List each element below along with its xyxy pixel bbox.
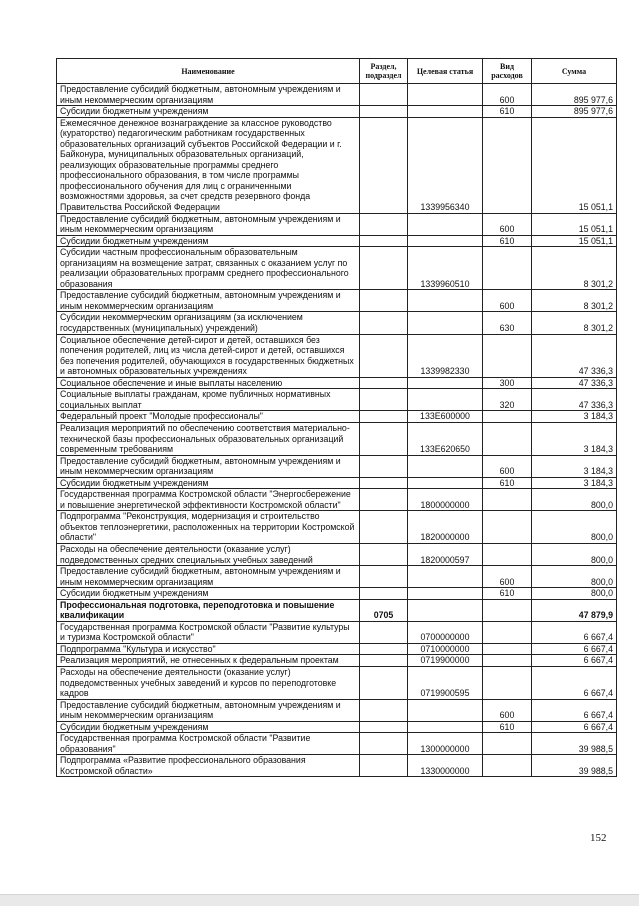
row-section-cell	[360, 235, 408, 247]
table-row	[57, 106, 617, 118]
table-row	[57, 588, 617, 600]
row-amount-cell: 6 667,4	[532, 643, 617, 655]
budget-table	[56, 58, 617, 777]
row-name-cell: Социальное обеспечение детей-сирот и детей, оставшихся без попечения родителей, лиц из числа детей-сирот и детей, оставшихся без попечения родителей, обучающихся в государственных бюджетных и автономных образовательных учреждениях	[57, 334, 360, 377]
table-row	[57, 411, 617, 423]
row-expense-type-cell	[483, 755, 532, 777]
row-expense-type-cell: 610	[483, 477, 532, 489]
row-expense-type-cell: 600	[483, 290, 532, 312]
table-row	[57, 721, 617, 733]
row-section-cell	[360, 106, 408, 118]
row-name-cell: Государственная программа Костромской области "Развитие культуры и туризма Костромской области"	[57, 621, 360, 643]
row-name-cell: Предоставление субсидий бюджетным, автономным учреждениям и иным некоммерческим организациям	[57, 455, 360, 477]
row-name-cell: Подпрограмма "Реконструкция, модернизация и строительство объектов теплоэнергетики, расположенных на территории Костромской области"	[57, 511, 360, 544]
row-target-cell: 0700000000	[408, 621, 483, 643]
row-target-cell: 1300000000	[408, 733, 483, 755]
row-target-cell	[408, 312, 483, 334]
row-name-cell: Федеральный проект "Молодые профессионалы"	[57, 411, 360, 423]
row-target-cell: 1339982330	[408, 334, 483, 377]
row-amount-cell: 39 988,5	[532, 733, 617, 755]
row-name-cell: Предоставление субсидий бюджетным, автономным учреждениям и иным некоммерческим организациям	[57, 213, 360, 235]
row-amount-cell: 47 879,9	[532, 599, 617, 621]
row-amount-cell: 800,0	[532, 588, 617, 600]
header-name: Наименование	[57, 59, 360, 84]
row-target-cell: 1820000597	[408, 543, 483, 565]
table-row	[57, 511, 617, 544]
row-amount-cell: 6 667,4	[532, 621, 617, 643]
row-target-cell	[408, 721, 483, 733]
row-section-cell	[360, 247, 408, 290]
table-row	[57, 422, 617, 455]
row-amount-cell: 3 184,3	[532, 411, 617, 423]
row-amount-cell: 6 667,4	[532, 721, 617, 733]
row-expense-type-cell	[483, 334, 532, 377]
table-header	[57, 59, 617, 84]
table-row	[57, 312, 617, 334]
row-name-cell: Субсидии частным профессиональным образовательным организациям на возмещение затрат, связанных с оказанием услуг по реализации образовательных программ среднего профессионального образования	[57, 247, 360, 290]
row-amount-cell: 6 667,4	[532, 655, 617, 667]
row-amount-cell: 15 051,1	[532, 117, 617, 213]
table-row	[57, 477, 617, 489]
row-expense-type-cell: 600	[483, 213, 532, 235]
row-amount-cell: 8 301,2	[532, 247, 617, 290]
row-target-cell: 133Е600000	[408, 411, 483, 423]
row-name-cell: Реализация мероприятий по обеспечению соответствия материально-технической базы профессиональных образовательных организаций современным требованиям	[57, 422, 360, 455]
row-amount-cell: 47 336,3	[532, 334, 617, 377]
row-amount-cell: 15 051,1	[532, 235, 617, 247]
row-amount-cell: 47 336,3	[532, 389, 617, 411]
table-row	[57, 755, 617, 777]
row-name-cell: Государственная программа Костромской области "Энергосбережение и повышение энергетической эффективности Костромской области"	[57, 489, 360, 511]
row-amount-cell: 6 667,4	[532, 666, 617, 699]
row-section-cell	[360, 655, 408, 667]
row-expense-type-cell: 600	[483, 84, 532, 106]
row-section-cell	[360, 721, 408, 733]
table-row	[57, 389, 617, 411]
row-target-cell	[408, 377, 483, 389]
row-name-cell: Предоставление субсидий бюджетным, автономным учреждениям и иным некоммерческим организациям	[57, 566, 360, 588]
row-amount-cell: 8 301,2	[532, 290, 617, 312]
row-amount-cell: 895 977,6	[532, 84, 617, 106]
row-name-cell: Государственная программа Костромской области "Развитие образования"	[57, 733, 360, 755]
row-target-cell	[408, 566, 483, 588]
row-section-cell	[360, 699, 408, 721]
table-row	[57, 699, 617, 721]
row-name-cell: Подпрограмма «Развитие профессионального образования Костромской области»	[57, 755, 360, 777]
row-expense-type-cell: 610	[483, 588, 532, 600]
row-section-cell	[360, 117, 408, 213]
row-name-cell: Расходы на обеспечение деятельности (оказание услуг) подведомственных учебных заведений и курсов по переподготовке кадров	[57, 666, 360, 699]
row-expense-type-cell: 610	[483, 106, 532, 118]
table-row	[57, 666, 617, 699]
row-amount-cell: 47 336,3	[532, 377, 617, 389]
table-row	[57, 566, 617, 588]
row-target-cell: 133Е620650	[408, 422, 483, 455]
row-section-cell	[360, 477, 408, 489]
row-section-cell	[360, 588, 408, 600]
row-amount-cell: 800,0	[532, 511, 617, 544]
row-expense-type-cell: 610	[483, 721, 532, 733]
budget-table-wrapper	[56, 58, 616, 777]
row-expense-type-cell	[483, 489, 532, 511]
row-target-cell: 1339960510	[408, 247, 483, 290]
table-row	[57, 455, 617, 477]
row-section-cell	[360, 213, 408, 235]
row-target-cell	[408, 699, 483, 721]
row-name-cell: Предоставление субсидий бюджетным, автономным учреждениям и иным некоммерческим организациям	[57, 290, 360, 312]
row-expense-type-cell: 610	[483, 235, 532, 247]
row-name-cell: Ежемесячное денежное вознаграждение за классное руководство (кураторство) педагогическим работникам государственных образовательных организаций субъектов Российской Федерации и г. Байконура, муниципальных образовательных организаций, реализующих образовательные программы среднего профессионального образования, в том числе программы профессионального обучения для лиц с ограниченными возможностями здоровья, за счет средств резервного фонда Правительства Российской Федерации	[57, 117, 360, 213]
row-expense-type-cell: 600	[483, 699, 532, 721]
row-target-cell: 1339956340	[408, 117, 483, 213]
row-expense-type-cell	[483, 599, 532, 621]
table-row	[57, 117, 617, 213]
table-row	[57, 235, 617, 247]
row-name-cell: Реализация мероприятий, не отнесенных к федеральным проектам	[57, 655, 360, 667]
table-row	[57, 377, 617, 389]
row-target-cell: 0719900595	[408, 666, 483, 699]
row-target-cell	[408, 290, 483, 312]
row-amount-cell: 3 184,3	[532, 422, 617, 455]
header-row	[57, 59, 617, 84]
table-row	[57, 290, 617, 312]
row-amount-cell: 3 184,3	[532, 455, 617, 477]
row-name-cell: Подпрограмма "Культура и искусство"	[57, 643, 360, 655]
row-section-cell	[360, 643, 408, 655]
row-amount-cell: 800,0	[532, 489, 617, 511]
row-expense-type-cell	[483, 543, 532, 565]
row-expense-type-cell: 600	[483, 566, 532, 588]
row-expense-type-cell: 320	[483, 389, 532, 411]
row-amount-cell: 800,0	[532, 543, 617, 565]
row-expense-type-cell	[483, 666, 532, 699]
row-expense-type-cell: 600	[483, 455, 532, 477]
row-section-cell	[360, 84, 408, 106]
row-expense-type-cell	[483, 733, 532, 755]
header-target: Целевая статья	[408, 59, 483, 84]
row-target-cell: 1800000000	[408, 489, 483, 511]
table-row	[57, 247, 617, 290]
row-target-cell	[408, 389, 483, 411]
row-target-cell	[408, 213, 483, 235]
row-target-cell	[408, 106, 483, 118]
table-row	[57, 733, 617, 755]
row-amount-cell: 6 667,4	[532, 699, 617, 721]
row-amount-cell: 15 051,1	[532, 213, 617, 235]
row-target-cell: 0710000000	[408, 643, 483, 655]
page-number: 152	[590, 832, 607, 844]
table-row	[57, 621, 617, 643]
row-target-cell	[408, 455, 483, 477]
row-name-cell: Расходы на обеспечение деятельности (оказание услуг) подведомственных средних специальных учебных заведений	[57, 543, 360, 565]
row-section-cell	[360, 334, 408, 377]
table-row	[57, 655, 617, 667]
table-body	[57, 84, 617, 777]
row-name-cell: Субсидии некоммерческим организациям (за исключением государственных (муниципальных) учреждений)	[57, 312, 360, 334]
header-section: Раздел, подраздел	[360, 59, 408, 84]
header-expense-type: Вид расходов	[483, 59, 532, 84]
row-name-cell: Субсидии бюджетным учреждениям	[57, 106, 360, 118]
row-section-cell	[360, 511, 408, 544]
row-expense-type-cell	[483, 655, 532, 667]
row-expense-type-cell	[483, 117, 532, 213]
table-row	[57, 543, 617, 565]
row-section-cell	[360, 489, 408, 511]
row-section-cell	[360, 621, 408, 643]
row-section-cell	[360, 312, 408, 334]
row-expense-type-cell: 630	[483, 312, 532, 334]
row-section-cell	[360, 666, 408, 699]
row-amount-cell: 8 301,2	[532, 312, 617, 334]
row-section-cell	[360, 377, 408, 389]
table-row	[57, 643, 617, 655]
table-row	[57, 213, 617, 235]
row-target-cell: 0719900000	[408, 655, 483, 667]
viewer-bottom-bar	[0, 894, 639, 906]
row-target-cell	[408, 477, 483, 489]
row-section-cell	[360, 543, 408, 565]
table-row	[57, 334, 617, 377]
row-section-cell	[360, 566, 408, 588]
table-row	[57, 489, 617, 511]
row-section-cell	[360, 455, 408, 477]
table-row	[57, 599, 617, 621]
row-expense-type-cell	[483, 643, 532, 655]
row-name-cell: Профессиональная подготовка, переподготовка и повышение квалификации	[57, 599, 360, 621]
row-section-cell	[360, 422, 408, 455]
row-name-cell: Субсидии бюджетным учреждениям	[57, 477, 360, 489]
row-expense-type-cell	[483, 422, 532, 455]
table-row	[57, 84, 617, 106]
row-expense-type-cell	[483, 621, 532, 643]
row-amount-cell: 39 988,5	[532, 755, 617, 777]
row-section-cell	[360, 755, 408, 777]
row-section-cell	[360, 389, 408, 411]
row-target-cell	[408, 84, 483, 106]
row-name-cell: Субсидии бюджетным учреждениям	[57, 235, 360, 247]
row-target-cell: 1330000000	[408, 755, 483, 777]
row-amount-cell: 800,0	[532, 566, 617, 588]
row-target-cell: 1820000000	[408, 511, 483, 544]
row-section-cell	[360, 411, 408, 423]
row-name-cell: Субсидии бюджетным учреждениям	[57, 721, 360, 733]
row-amount-cell: 3 184,3	[532, 477, 617, 489]
row-target-cell	[408, 588, 483, 600]
row-expense-type-cell	[483, 247, 532, 290]
row-name-cell: Социальное обеспечение и иные выплаты населению	[57, 377, 360, 389]
row-name-cell: Предоставление субсидий бюджетным, автономным учреждениям и иным некоммерческим организациям	[57, 699, 360, 721]
row-amount-cell: 895 977,6	[532, 106, 617, 118]
row-target-cell	[408, 599, 483, 621]
row-name-cell: Социальные выплаты гражданам, кроме публичных нормативных социальных выплат	[57, 389, 360, 411]
row-name-cell: Субсидии бюджетным учреждениям	[57, 588, 360, 600]
row-section-cell	[360, 733, 408, 755]
row-section-cell	[360, 290, 408, 312]
row-target-cell	[408, 235, 483, 247]
row-expense-type-cell	[483, 511, 532, 544]
row-name-cell: Предоставление субсидий бюджетным, автономным учреждениям и иным некоммерческим организациям	[57, 84, 360, 106]
row-expense-type-cell: 300	[483, 377, 532, 389]
header-amount: Сумма	[532, 59, 617, 84]
row-section-cell: 0705	[360, 599, 408, 621]
row-expense-type-cell	[483, 411, 532, 423]
